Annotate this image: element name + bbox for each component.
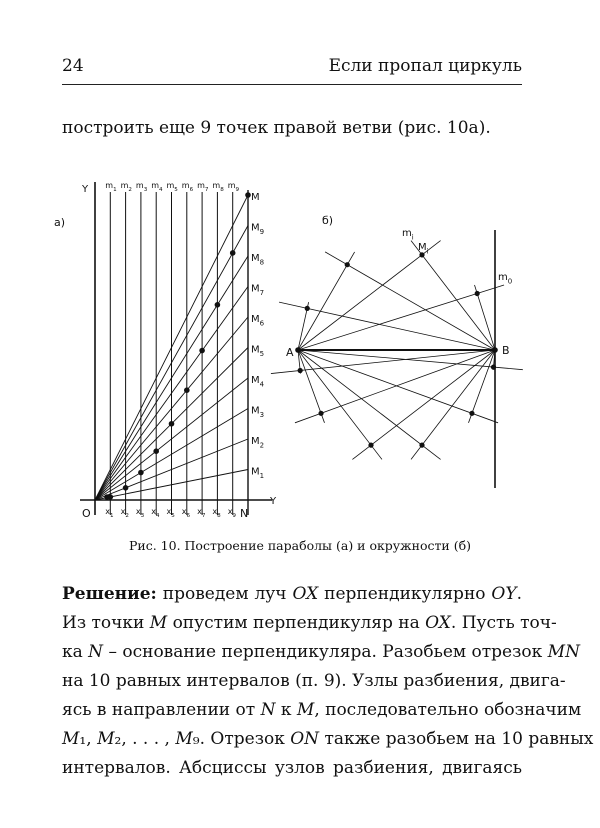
text-fragment: Из точки xyxy=(62,613,150,633)
point-a-label: A xyxy=(286,346,294,359)
parabola-point-3 xyxy=(138,470,144,476)
text-fragment: ка xyxy=(62,642,89,662)
parabola-point-2 xyxy=(123,485,129,491)
point-label-m9: $M_9$ xyxy=(251,222,265,236)
vertical-label-m9: $m_9$ xyxy=(227,181,240,193)
text-fragment: . xyxy=(516,584,522,604)
text-fragment: опустим перпендикуляр на xyxy=(167,613,426,633)
text-fragment: ₁ xyxy=(79,729,87,749)
text-fragment: на 10 равных интервалов (п. 9). Узлы разбиения, двига- xyxy=(62,671,566,691)
point-label-m4: $M_4$ xyxy=(251,375,265,389)
text-fragment: , xyxy=(86,729,98,749)
chord-b-7 xyxy=(295,350,495,423)
line-m0-label: $m_0$ xyxy=(498,272,513,286)
text-line xyxy=(62,754,522,783)
tick-label-x5: $x_5$ xyxy=(166,507,175,519)
text-fragment: N xyxy=(260,700,276,720)
text-fragment: M xyxy=(175,729,193,749)
tick-label-x6: $x_6$ xyxy=(181,507,191,519)
tick-label-x9: $x_9$ xyxy=(227,507,236,519)
circle-point-4 xyxy=(469,411,474,416)
point-mi-label: $M_i$ xyxy=(418,242,429,256)
tick-label-x4: $x_4$ xyxy=(151,507,160,519)
page-number: 24 xyxy=(62,56,84,76)
text-fragment: также разобьем на 10 равных xyxy=(319,729,594,749)
tick-label-x7: $x_7$ xyxy=(197,507,206,519)
text-line xyxy=(62,667,566,696)
vertical-label-m8: $m_8$ xyxy=(212,181,224,193)
figure-caption xyxy=(0,538,600,553)
vertical-label-m7: $m_7$ xyxy=(197,181,209,193)
tick-label-x8: $x_8$ xyxy=(212,507,221,519)
circle-point-7 xyxy=(318,411,323,416)
chord-a-4 xyxy=(298,350,498,423)
caption-prefix: Рис. 10. xyxy=(128,538,181,553)
circle-point-8 xyxy=(298,368,303,373)
text-line xyxy=(62,725,594,754)
circle-point-3 xyxy=(491,365,496,370)
text-fragment: OY xyxy=(491,584,517,604)
text-fragment: . Отрезок xyxy=(199,729,291,749)
circle-point-2 xyxy=(475,291,480,296)
point-label-m1: $M_1$ xyxy=(251,466,265,480)
point-label-m2: $M_2$ xyxy=(251,436,265,450)
axis-label-right: Y xyxy=(270,496,277,507)
intro-text: построить еще 9 точек правой ветви (рис. 10а). xyxy=(62,118,491,138)
text-fragment: интервалов. Абсциссы узлов разбиения, двигаясь xyxy=(62,758,522,778)
header-rule xyxy=(62,84,522,85)
vertical-label-m5: $m_5$ xyxy=(166,181,178,193)
point-label-m10: M xyxy=(251,192,260,203)
parabola-point-6 xyxy=(184,387,190,393)
text-fragment: ON xyxy=(290,729,320,749)
circle-point-6 xyxy=(368,443,373,448)
figure-panel-b xyxy=(271,214,523,488)
text-fragment: Решение: xyxy=(62,584,157,604)
text-fragment: ₉ xyxy=(192,729,200,749)
caption-text: Построение параболы (а) и окружности (б) xyxy=(184,538,472,553)
text-fragment: ₂ xyxy=(114,729,122,749)
solution-text xyxy=(62,580,594,783)
origin-label: O xyxy=(82,507,91,520)
axis-y-label: Y xyxy=(82,184,89,195)
vertical-label-m1: $m_1$ xyxy=(105,181,117,193)
parabola-point-7 xyxy=(199,348,205,354)
text-line xyxy=(62,609,557,638)
parabola-point-10 xyxy=(245,192,251,198)
chord-a-2 xyxy=(298,285,504,350)
text-fragment: к xyxy=(275,700,297,720)
text-fragment: MN xyxy=(547,642,580,662)
point-label-m8: $M_8$ xyxy=(251,253,265,267)
tick-label-x3: $x_3$ xyxy=(135,507,145,519)
panel-b-label: б) xyxy=(322,214,334,227)
chord-b-8 xyxy=(271,350,495,374)
text-fragment: N xyxy=(88,642,104,662)
vertical-label-m6: $m_6$ xyxy=(181,181,194,193)
figure-panel-a xyxy=(54,181,277,520)
chord-b-0 xyxy=(325,252,495,350)
point-b-label: B xyxy=(502,344,510,357)
point-label-m6: $M_6$ xyxy=(251,314,265,328)
circle-point-0 xyxy=(345,262,350,267)
parabola-point-9 xyxy=(230,250,236,256)
figure-10 xyxy=(40,170,560,530)
text-fragment: OX xyxy=(292,584,319,604)
panel-a-label: а) xyxy=(54,216,66,229)
text-line xyxy=(62,696,582,725)
text-fragment: M xyxy=(62,729,80,749)
text-fragment: M xyxy=(149,613,168,633)
text-line xyxy=(62,580,522,609)
text-fragment: M xyxy=(296,700,315,720)
vertical-label-m2: $m_2$ xyxy=(120,181,132,193)
text-fragment: , последовательно обозначим xyxy=(314,700,582,720)
text-fragment: проведем луч xyxy=(156,584,293,604)
point-label-m5: $M_5$ xyxy=(251,344,265,358)
vertical-label-m4: $m_4$ xyxy=(151,181,163,193)
point-label-m3: $M_3$ xyxy=(251,405,265,419)
end-label-n: N xyxy=(240,507,249,520)
text-line xyxy=(62,638,580,667)
circle-point-1 xyxy=(419,252,424,257)
text-fragment: OX xyxy=(425,613,451,633)
text-fragment: , . . . , xyxy=(121,729,176,749)
text-fragment: . Пусть точ- xyxy=(450,613,557,633)
text-fragment: M xyxy=(97,729,115,749)
parabola-point-5 xyxy=(169,421,175,427)
parabola-point-4 xyxy=(153,448,159,454)
running-title: Если пропал циркуль xyxy=(328,56,522,76)
circle-point-5 xyxy=(419,443,424,448)
chord-b-1 xyxy=(411,241,495,350)
text-fragment: перпендикулярно xyxy=(318,584,492,604)
parabola-point-8 xyxy=(215,302,221,308)
tick-label-x2: $x_2$ xyxy=(120,507,129,519)
text-fragment: – основание перпендикуляра. Разобьем отрезок xyxy=(103,642,548,662)
point-label-m7: $M_7$ xyxy=(251,283,265,297)
line-mi-label: $m_i$ xyxy=(402,228,414,242)
circle-point-9 xyxy=(305,306,310,311)
text-fragment: ясь в направлении от xyxy=(62,700,261,720)
tick-label-x1: $x_1$ xyxy=(105,507,114,519)
vertical-label-m3: $m_3$ xyxy=(135,181,148,193)
parabola-point-1 xyxy=(108,494,114,500)
